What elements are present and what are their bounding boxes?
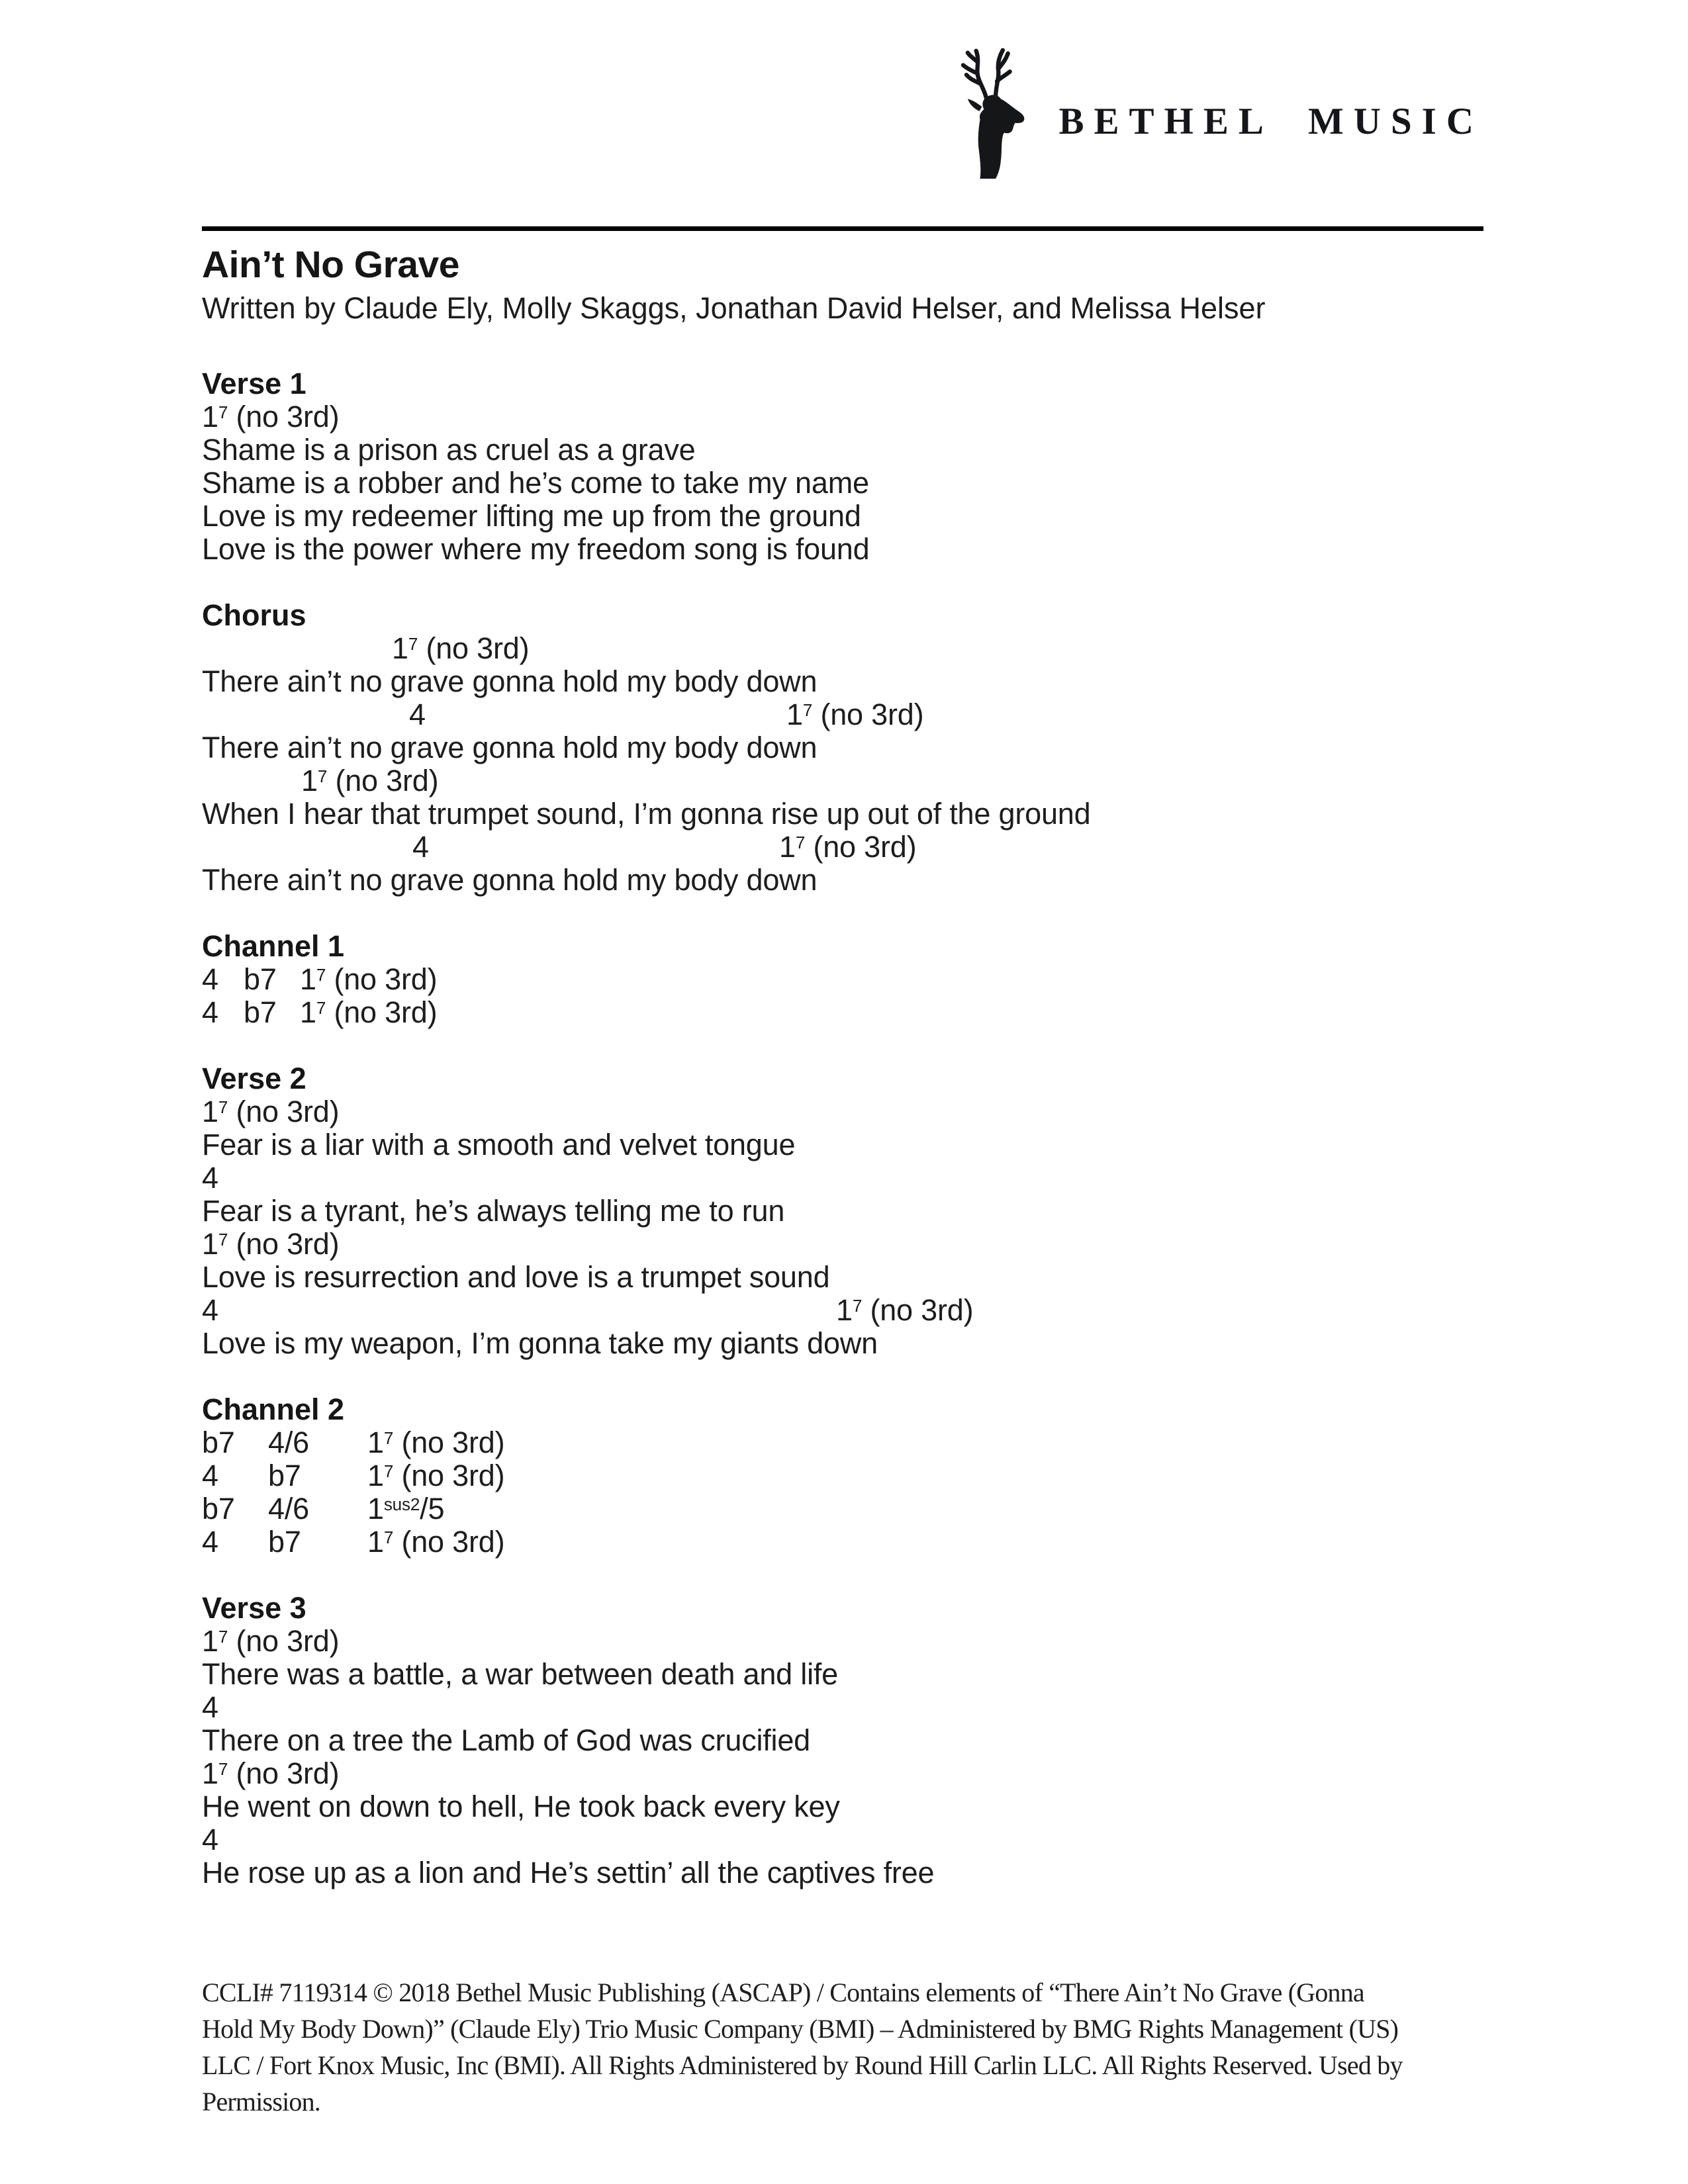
chord-line (202, 1823, 1483, 1856)
chord-line (202, 1228, 1483, 1261)
section-heading: Channel 1 (202, 929, 345, 963)
song-byline: Written by Claude Ely, Molly Skaggs, Jonathan David Helser, and Melissa Helser (202, 291, 1266, 325)
section-chorus (202, 599, 1483, 897)
chord-line (202, 698, 1483, 731)
chord-line (202, 1095, 1483, 1128)
section-verse-1 (202, 367, 1483, 566)
chord-symbol: 4 (202, 1293, 218, 1327)
chord-symbol: $1^7$ (no 3rd) (202, 1624, 340, 1658)
chord-line (202, 1161, 1483, 1195)
chord-symbol: 4 (202, 1161, 218, 1195)
lyric-line: Love is my weapon, I’m gonna take my giants down (202, 1326, 878, 1360)
lyric-line: There on a tree the Lamb of God was crucified (202, 1723, 810, 1757)
chord-symbol: $1^7$ (no 3rd) (836, 1293, 974, 1327)
lyric-line: There was a battle, a war between death and life (202, 1657, 838, 1691)
footer-line: Permission. (202, 2087, 320, 2116)
section-verse-2 (202, 1062, 1483, 1360)
lyric-line: Fear is a tyrant, he’s always telling me to run (202, 1194, 785, 1228)
chord-symbol: $1^7$ (no 3rd) (392, 631, 530, 665)
chord-symbol: $1^7$ (no 3rd) (301, 764, 439, 797)
footer-line: LLC / Fort Knox Music, Inc (BMI). All Rights Administered by Round Hill Carlin LLC. All Rights Reserved. Used by (202, 2050, 1403, 2080)
lyric-line: Fear is a liar with a smooth and velvet tongue (202, 1128, 796, 1161)
lyric-line: He went on down to hell, He took back every key (202, 1790, 840, 1823)
deer-stag-icon (958, 44, 1036, 181)
chord-line (202, 764, 1483, 797)
section-verse-3 (202, 1592, 1483, 1889)
footer-line: Hold My Body Down)” (Claude Ely) Trio Music Company (BMI) – Administered by BMG Rights Management (US) (202, 2014, 1399, 2044)
section-heading: Verse 3 (202, 1591, 306, 1625)
chord-symbol: b7 (268, 1459, 301, 1492)
chord-symbol: 4 (202, 1459, 218, 1492)
chord-symbol: $1^7$ (no 3rd) (202, 400, 340, 433)
lyric-line: He rose up as a lion and He’s settin’ all the captives free (202, 1856, 935, 1889)
lyric-line: There ain’t no grave gonna hold my body down (202, 664, 818, 698)
section-channel-1 (202, 930, 1483, 1029)
lyric-line: Shame is a robber and he’s come to take my name (202, 466, 869, 500)
chord-symbol: b7 (202, 1492, 235, 1525)
chord-symbol: 4 (202, 962, 218, 996)
chord-line (202, 400, 1483, 433)
chord-symbol: $1^7$ (no 3rd) (367, 1525, 505, 1559)
chord-symbol: 4 (202, 1823, 218, 1856)
chord-symbol: 4 (202, 1525, 218, 1559)
chord-symbol: 4 (202, 995, 218, 1029)
chord-line (202, 1757, 1483, 1790)
chord-symbol: $1^7$ (no 3rd) (367, 1426, 505, 1459)
lyric-line: Shame is a prison as cruel as a grave (202, 433, 696, 467)
chord-symbol: $1^7$ (no 3rd) (367, 1459, 505, 1492)
brand-logo (958, 44, 1483, 181)
section-channel-2 (202, 1393, 1483, 1559)
chord-symbol: 4 (202, 1690, 218, 1724)
section-heading: Verse 1 (202, 367, 306, 400)
lyric-line: Love is resurrection and love is a trumpet sound (202, 1260, 830, 1294)
chord-symbol: $1^7$ (no 3rd) (202, 1095, 340, 1128)
chord-line (202, 996, 1483, 1029)
chord-symbol: $1^7$ (no 3rd) (300, 995, 438, 1029)
chord-symbol: 4/6 (268, 1426, 309, 1459)
chord-line (202, 632, 1483, 665)
chord-line (202, 831, 1483, 864)
lyric-line: There ain’t no grave gonna hold my body down (202, 863, 818, 897)
song-title: Ain’t No Grave (202, 244, 459, 286)
header (202, 42, 1483, 183)
chord-line (202, 1294, 1483, 1327)
brand-name: BETHEL MUSIC (1058, 100, 1483, 142)
chord-symbol: b7 (244, 962, 277, 996)
chord-line (202, 1625, 1483, 1658)
chord-symbol: $1^{sus2}/5$ (367, 1492, 445, 1525)
header-divider (202, 226, 1483, 231)
copyright-footer (202, 1974, 1483, 2120)
chord-line (202, 1525, 1483, 1559)
chord-symbol: b7 (244, 995, 277, 1029)
chord-line (202, 1426, 1483, 1459)
chord-symbol: $1^7$ (no 3rd) (786, 698, 924, 731)
chord-line (202, 1492, 1483, 1525)
lyric-line: When I hear that trumpet sound, I’m gonna rise up out of the ground (202, 797, 1091, 831)
chord-line (202, 1691, 1483, 1724)
chord-line (202, 963, 1483, 996)
chord-symbol: b7 (202, 1426, 235, 1459)
song-sections (202, 367, 1483, 1889)
footer-line: CCLI# 7119314 © 2018 Bethel Music Publishing (ASCAP) / Contains elements of “There Ain’t No Grave (Gonna (202, 1978, 1364, 2007)
lyric-line: Love is the power where my freedom song is found (202, 532, 870, 566)
chord-symbol: 4 (412, 830, 429, 864)
chord-symbol: 4/6 (268, 1492, 309, 1525)
section-heading: Channel 2 (202, 1392, 345, 1426)
chord-line (202, 1459, 1483, 1492)
chord-symbol: $1^7$ (no 3rd) (779, 830, 917, 864)
lyric-line: There ain’t no grave gonna hold my body down (202, 731, 818, 764)
section-heading: Chorus (202, 598, 306, 632)
chord-symbol: b7 (268, 1525, 301, 1559)
chord-symbol: $1^7$ (no 3rd) (202, 1227, 340, 1261)
chord-symbol: 4 (409, 698, 426, 731)
chord-symbol: $1^7$ (no 3rd) (202, 1756, 340, 1790)
lyric-line: Love is my redeemer lifting me up from the ground (202, 499, 861, 533)
chord-symbol: $1^7$ (no 3rd) (300, 962, 438, 996)
section-heading: Verse 2 (202, 1062, 306, 1095)
